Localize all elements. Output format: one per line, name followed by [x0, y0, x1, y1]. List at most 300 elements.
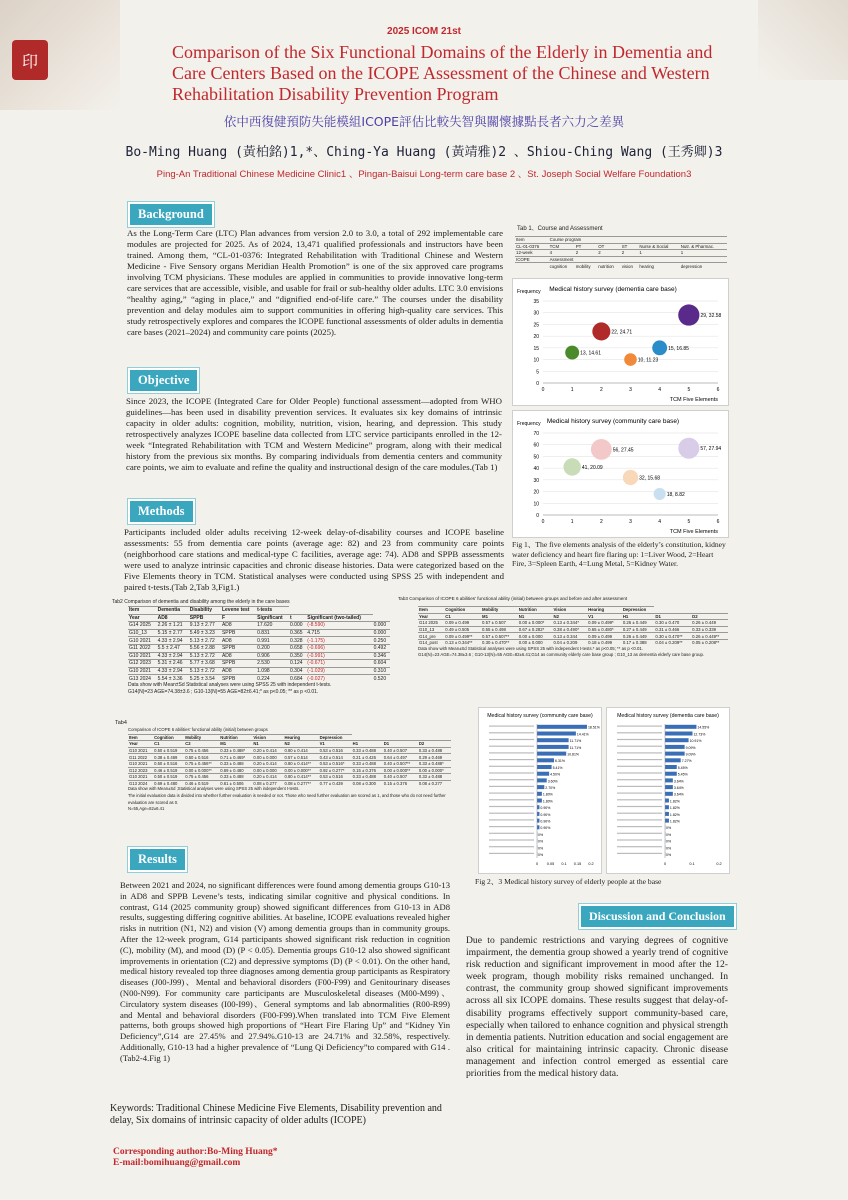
bar — [665, 725, 696, 729]
data-point — [678, 438, 699, 459]
tab1-cell: ICOPE — [515, 256, 549, 263]
scatter-chart-dementia — [512, 278, 729, 406]
tab2-cell: G11 2022 — [128, 644, 157, 652]
tab3-cell: 0.38 ± 0.490* — [552, 626, 587, 633]
x-tick-label: 1 — [570, 519, 574, 525]
tab2-cell: G10_13 — [128, 629, 157, 637]
tab4-cell: 0.50 ± 0.516 — [184, 754, 219, 761]
bar — [537, 785, 544, 789]
tab3-header-cell: Item — [418, 607, 444, 614]
tab3-header-cell: V1 — [587, 613, 622, 620]
table-row — [128, 660, 390, 668]
discussion-text: Due to pandemic restrictions and varying degrees of cognitive impairment, the dementia group showed a yearly trend of cognitive risk reduction and significant improvement in mood after the 12-week program, though mobility risks remained unchanged. In contrast, the community group showed significant improvements across all six ICOPE domains. These results suggest that delay-of-disability programs effectively support community-based care, especially when tailored to enhance cognition and physical strength in dementia patients. Nutrition education and social engagement are also critical for maintaining intrinsic capacity. Chronic disease management and infection control emerged as essential care priorities from the medical history data. — [466, 935, 728, 1080]
bar-value-label: 5.45% — [677, 772, 688, 777]
category-label-placeholder — [617, 772, 662, 773]
tab4-header-cell: Mobility — [184, 734, 219, 741]
tab2-cell: 17.620 — [256, 622, 289, 630]
tab3-cell: 0.05 ± 0.208** — [691, 639, 728, 645]
tab2-cell: 0.492 — [373, 644, 390, 652]
tab2-cell: AD8 — [221, 667, 256, 675]
bar — [537, 792, 542, 796]
tab2-cell: G12 2023 — [128, 660, 157, 668]
data-point — [652, 340, 667, 355]
x-tick-label: 0 — [663, 862, 667, 866]
data-label: 32, 15.68 — [639, 475, 661, 482]
results-text: Between 2021 and 2024, no significant differences were found among dementia groups G10-13 in AD8 and SPPB Levene’s tests, indicating similar cognitive and physical conditions. In contrast, G14 (2025 community group) showed significant differences from G10-13 in AD8 results, suggesting differing cognitive abilities. At baseline, ICOPE evaluations revealed higher risks in nutrition (N1, N2) and vision (V) among dementia groups than in community groups. After the 12-week program, G14 participants showed significant risk reduction in cognition (C), mobility (M), and mood (D) (P < 0.05). Dementia groups G10-12 also showed significant improvements in orientation (C2) and depressive symptoms (D) (P < 0.01). On the other hand, medical history revealed top three diagnoses among dementia group participants as Respiratory diseases (J00-J99)、Mental and behavioral disorders (F00-F99) and Genitourinary diseases (N00-N99). For community care participants are Musculoskeletal diseases (M00-M99)、Circulatory system diseases (I00-I99)、General symptoms and lab abnormalities (R00-R99) and Mental and behavioral disorders (F00-F99).When translated into TCM Five Element patterns, both groups showed high proportions of “Heart Fire Flaring Up” and “Kidney Yin Deficiency”,G14 are 27.45% and 27.94%.G10-13 are 24.71% and 32.58%, respectively. Additionally, G10-13 had a higher prevalence of “Lung Qi Deficiency”to compared with G14 . (Tab2-4.Fig 1) — [120, 880, 450, 1063]
corresponding-email[interactable]: E-mail:bomihuang@gmail.com — [113, 1158, 241, 1168]
tab4-cell: 0.57 ± 0.514 — [283, 754, 318, 761]
section-header-objective: Objective — [128, 368, 199, 393]
tab2-cell: 0.520 — [373, 675, 390, 682]
tab2-header-cell: Year — [128, 614, 157, 622]
y-tick-label: 10 — [533, 357, 539, 364]
tab2-cell: G10 2021 — [128, 637, 157, 645]
category-label-placeholder — [617, 732, 662, 733]
tab2-cell: 4.33 ± 2.94 — [157, 637, 189, 645]
category-label-placeholder — [489, 846, 534, 847]
data-label: 57, 27.94 — [700, 446, 722, 453]
section-header-discussion: Discussion and Conclusion — [579, 904, 736, 929]
category-label-placeholder — [617, 806, 662, 807]
tab1-cell: hearing — [638, 263, 679, 269]
tab4-header-cell: Cognition — [153, 734, 184, 741]
x-tick-label: 2 — [599, 519, 603, 525]
objective-text: Since 2023, the ICOPE (Integrated Care for Older People) functional assessment—adopted from WHO guidelines—has been used in disability prevention services. It evaluates six key domains of intrinsic capacity in older adults: cognition, mobility, nutrition, vision, hearing, and depression. This study retrospectively analyzes ICOPE baseline data collected from LTC service participants enrolled in the 12-week “Integrated Rehabilitation with TCM and Western Medicine” program, along with their medical history from the previous six months. By comparing individuals from dementia centers and community care points, we aim to evaluate and refine the quality and instructional design of the care modules.(Tab 1) — [126, 396, 502, 472]
category-label-placeholder — [489, 739, 534, 740]
bar-value-label: 5.45% — [677, 765, 688, 770]
tab4-cell: 0.33 ± 0.488 — [352, 760, 383, 767]
tab2-cell: (-0.696) — [306, 644, 372, 652]
data-point — [654, 488, 666, 500]
y-tick-label: 70 — [533, 431, 539, 437]
y-axis-label: Frequency — [517, 421, 541, 427]
tab4-header-cell: Depression — [319, 734, 352, 741]
tab4-title: Tab4 — [115, 720, 127, 726]
tab3-cell: G14 2025 — [418, 620, 444, 627]
tab2-cell: 5.5 ± 2.47 — [157, 644, 189, 652]
bar — [665, 819, 669, 823]
tab4-cell: 0.20 ± 0.414 — [252, 747, 283, 754]
tab1-cell: cognition — [549, 263, 575, 269]
category-label-placeholder — [489, 799, 534, 800]
category-label-placeholder — [617, 813, 662, 814]
x-tick-label: 0 — [541, 387, 545, 393]
tab2-cell: G10 2021 — [128, 667, 157, 675]
tab1-cell: 1 — [638, 250, 679, 257]
tab4-table — [128, 727, 451, 839]
scatter-chart-community — [512, 410, 729, 538]
bar — [537, 805, 539, 809]
y-tick-label: 60 — [533, 442, 539, 449]
tab4-header-cell: Item — [128, 734, 153, 741]
bar-value-label: 0% — [666, 832, 672, 837]
bar-value-label: 0.90% — [540, 819, 551, 824]
category-label-placeholder — [617, 759, 662, 760]
category-label-placeholder — [617, 819, 662, 820]
tab2-cell: 5.25 ± 3.54 — [189, 675, 221, 682]
tab4-cell: 0.15 ± 0.376 — [383, 780, 418, 786]
tab3-cell: 0.26 ± 0.449 — [622, 633, 655, 640]
tab4-cell: 0.33 ± 0.488* — [219, 747, 252, 754]
tab4-cell: 0.33 ± 0.488 — [219, 760, 252, 767]
tab4-cell: 0.08 ± 0.277** — [283, 780, 318, 786]
tab2-cell: 0.350 — [289, 652, 306, 660]
tab4-cell: 0.00 ± 0.000** — [383, 767, 418, 774]
tab2-header-cell: Disability — [189, 607, 221, 615]
table-row — [418, 620, 728, 627]
tab4-cell: 0.08 ± 0.300 — [352, 780, 383, 786]
tab3-cell: 0.13 ± 0.344 — [552, 633, 587, 640]
data-label: 29, 32.58 — [700, 313, 722, 320]
bar-value-label: 9.09% — [685, 752, 696, 757]
x-tick-label: 2 — [599, 387, 603, 393]
category-label-placeholder — [489, 752, 534, 753]
category-label-placeholder — [489, 766, 534, 767]
tab2-cell: 0.346 — [373, 652, 390, 660]
bar-value-label: 0% — [666, 852, 672, 857]
y-axis-label: Frequency — [517, 289, 541, 295]
bar — [665, 758, 681, 762]
data-label: 18, 8.82 — [666, 491, 685, 498]
category-label-placeholder — [489, 759, 534, 760]
tab1-cell: depression — [680, 263, 727, 269]
bar-value-label: 12.73% — [693, 732, 706, 737]
tab4-cell: 0.21 ± 0.426 — [352, 754, 383, 761]
tab4-cell: 0.08 ± 0.277 — [252, 780, 283, 786]
tab3-cell: 0.33 ± 0.339 — [691, 626, 728, 633]
tab3-cell: G14_pre — [418, 633, 444, 640]
tab2-note: Data show with Mean±Sd Statistical analyses were using SPSS 25 with independent t-tests. — [128, 681, 332, 688]
data-label: 13, 14.61 — [580, 350, 601, 357]
bar — [537, 825, 539, 829]
x-tick-label: 0.1 — [689, 862, 695, 866]
tab2-cell: AD8 — [221, 637, 256, 645]
tab1-cell: 1 — [680, 250, 727, 257]
category-label-placeholder — [617, 853, 662, 854]
tab4-cell: G10 2021 — [128, 760, 153, 767]
section-header-methods: Methods — [128, 499, 195, 524]
tab1-cell: PT — [575, 243, 598, 250]
x-axis-label: TCM Five Elements — [669, 529, 718, 535]
tab4-cell: 0.33 ± 0.488 — [418, 774, 451, 781]
table-row — [128, 652, 390, 660]
tab3-cell: 0.00 ± 0.000* — [518, 620, 553, 627]
tab1-cell: ST — [621, 243, 639, 250]
table-row — [128, 774, 451, 781]
tab2-header-cell: Significant (two-tailed) — [306, 614, 372, 622]
tab3-header-cell: Depression — [622, 607, 655, 614]
tab4-subtitle: Comparison of ICOPE 6 abilities' functional ability (initial) between groups — [128, 727, 268, 732]
seal-stamp-icon: 印 — [12, 40, 48, 80]
category-label-placeholder — [617, 779, 662, 780]
data-point — [563, 458, 580, 475]
bar — [537, 725, 587, 729]
bar-chart-community-svg — [479, 708, 601, 873]
tab3-header-cell: H1 — [622, 613, 655, 620]
tab2-cell: SPPB — [221, 629, 256, 637]
tab2-cell: 5.56 ± 2.88 — [189, 644, 221, 652]
tab4-cell: 0.40 ± 0.507 — [383, 774, 418, 781]
data-label: 15, 16.85 — [668, 345, 689, 352]
y-tick-label: 0 — [536, 513, 539, 519]
tab4-cell: 0.75 ± 0.456 — [184, 774, 219, 781]
tab3-cell: 0.31 ± 0.466 — [654, 626, 691, 633]
category-label-placeholder — [489, 806, 534, 807]
tab1-cell: CL-01-0376 — [515, 243, 549, 250]
tab4-header-cell: H1 — [352, 741, 383, 748]
tab2-cell: 0.000 — [373, 629, 390, 637]
tab4-cell: 0.40 ± 0.507** — [383, 760, 418, 767]
tab4-cell: 0.20 ± 0.414 — [252, 774, 283, 781]
tab2-cell: AD8 — [221, 652, 256, 660]
methods-text: Participants included older adults receiving 12-week delay-of-disability courses and ICOPE baseline assessments: 55 from dementia care points (average age: 82) and 23 from community care points (neighborhood care stations and medical-type C facilities, average age: 74). AD8 and SPPB assessments were used to analyze intrinsic capacities and chronic disease histories. Data were categorized based on the Five Elements theory in TCM. Statistical analyses were conducted using SPSS 25 with independent and paired t-tests.(Tab 2,Tab 3,Fig1.) — [124, 527, 504, 592]
chart-title: Medical history survey (dementia care base) — [549, 286, 677, 293]
background-text: As the Long-Term Care (LTC) Plan advances from version 2.0 to 3.0, a total of 292 implementable care modules are projected for 2025. As of 2024, 13,471 qualified professionals and instructors have been trained. Among them, “CL-01-0376: Integrated Rehabilitation with Traditional Chinese and Western Medicine - Five Sensory organs Meridian Health Promotion” is one of the six approved care programs involving TCM physicians. These modules are applied in communities to provide innovative long-term care services that are accessible, visible, and usable for frail or sub-healthy older adults. LTC 3.0 envisions “healthy aging,” “aging in place,” and “dignified end-of-life care.” The courses under the disability prevention and delay modules aim to support communities in offering high-quality care services. This study retrospectively explores and compares the ICOPE functional assessments of older adults in dementia care bases (2021–2024) and community care points (2025). — [127, 228, 503, 337]
tab4-cell: 0.00 ± 0.000** — [184, 767, 219, 774]
tab4-cell: G12 2023 — [128, 767, 153, 774]
y-tick-label: 30 — [533, 310, 539, 317]
bar-value-label: 11.71% — [569, 739, 582, 744]
x-tick-label: 6 — [716, 519, 720, 525]
tab4-cell: 0.15 ± 0.376 — [352, 767, 383, 774]
tab2-cell: 0.684 — [289, 675, 306, 682]
data-label: 56, 27.45 — [612, 447, 634, 454]
tab2-header-cell: F — [221, 614, 256, 622]
y-tick-label: 25 — [533, 322, 539, 329]
bar-value-label: 1.80% — [542, 792, 553, 797]
data-label: 22, 24.71 — [611, 329, 633, 336]
tab2-cell: 0.831 — [256, 629, 289, 637]
bar — [537, 758, 554, 762]
tab2-cell: 9.13 ± 2.77 — [189, 622, 221, 630]
bar — [665, 792, 673, 796]
tab1-cell: vision — [621, 263, 639, 269]
bar-value-label: 14.41% — [576, 732, 589, 737]
tab4-cell: G13 2024 — [128, 780, 153, 786]
tab3-cell: 0.09 ± 0.499 — [444, 620, 481, 627]
bar-value-label: 11.71% — [569, 745, 582, 750]
bar-value-label: 0% — [666, 839, 672, 844]
tab2-cell: 0.250 — [373, 637, 390, 645]
tab1-cell: mobility — [575, 263, 598, 269]
tab2-header-cell: t — [289, 614, 306, 622]
tab2-header-cell: Item — [128, 607, 157, 615]
tab3-table — [418, 606, 728, 696]
category-label-placeholder — [489, 819, 534, 820]
tab3-header-cell: M1 — [481, 613, 518, 620]
bar-value-label: 1.82% — [669, 812, 680, 817]
tab2-cell: 4.715 — [306, 629, 372, 637]
tab2-cell: 5.49 ± 3.23 — [189, 629, 221, 637]
table-row — [128, 622, 390, 630]
bar — [665, 799, 669, 803]
category-label-placeholder — [489, 853, 534, 854]
category-label-placeholder — [489, 839, 534, 840]
tab2-cell: (-1.175) — [306, 637, 372, 645]
tab3-header-cell: C1 — [444, 613, 481, 620]
tab3-cell: 0.13 ± 0.344** — [444, 639, 481, 645]
category-label-placeholder — [617, 752, 662, 753]
tab3-cell: 0.00 ± 0.000 — [518, 639, 553, 645]
tab4-cell: 0.61 ± 0.506 — [219, 780, 252, 786]
tab3-header-cell: Year — [418, 613, 444, 620]
bar — [665, 765, 677, 769]
tab3-header-cell: N1 — [518, 613, 553, 620]
bar-value-label: 0.90% — [540, 812, 551, 817]
bar-value-label: 0% — [666, 826, 672, 831]
bar — [537, 745, 569, 749]
tab2-cell: 5.31 ± 2.46 — [157, 660, 189, 668]
x-tick-label: 3 — [629, 519, 632, 525]
tab3-header-cell: D1 — [654, 613, 691, 620]
tab4-cell: 0.92 ± 0.277* — [319, 767, 352, 774]
tab1-title: Tab 1、Course and Assessment — [517, 226, 603, 232]
x-tick-label: 0.05 — [546, 862, 555, 866]
tab2-cell: 0.310 — [373, 667, 390, 675]
bar — [537, 732, 576, 736]
tab3-cell: 0.30 ± 0.470** — [654, 633, 691, 640]
category-label-placeholder — [617, 799, 662, 800]
tab3-cell: 0.30 ± 0.470 — [654, 620, 691, 627]
category-label-placeholder — [489, 833, 534, 834]
tab4-header-cell: C1 — [153, 741, 184, 748]
category-label-placeholder — [617, 846, 662, 847]
tab4-cell: 0.50 ± 0.519 — [153, 774, 184, 781]
bar — [665, 778, 673, 782]
bar-value-label: 0% — [538, 832, 544, 837]
tab3-header-cell: N2 — [552, 613, 587, 620]
tab4-header-cell: N1 — [252, 741, 283, 748]
tab2-cell: 0.328 — [289, 637, 306, 645]
tab2-title: Tab2 Comparison of dementia and disability among the elderly in the care bases — [112, 599, 290, 605]
tab4-cell: 0.08 ± 0.277 — [418, 780, 451, 786]
table-row — [418, 626, 728, 633]
tab4-cell: 0.00 ± 0.000 — [252, 754, 283, 761]
category-label-placeholder — [489, 732, 534, 733]
tab3-cell: 0.26 ± 0.449 — [622, 620, 655, 627]
tab2-cell: 4.33 ± 2.94 — [157, 652, 189, 660]
x-tick-label: 4 — [658, 387, 662, 393]
data-point — [623, 470, 638, 485]
tab2-cell: 0.200 — [256, 644, 289, 652]
category-label-placeholder — [489, 793, 534, 794]
tab4-cell: 0.33 ± 0.488* — [418, 760, 451, 767]
tab3-header-cell: Vision — [552, 607, 587, 614]
bar-value-label: 0% — [538, 852, 544, 857]
tab2-cell: 5.13 ± 2.72 — [189, 652, 221, 660]
bar-value-label: 3.64% — [673, 785, 684, 790]
tab2-cell: 0.000 — [289, 622, 306, 630]
category-label-placeholder — [617, 766, 662, 767]
bar — [537, 799, 542, 803]
bar-value-label: 0% — [538, 839, 544, 844]
tab4-cell: 0.69 ± 0.480 — [153, 780, 184, 786]
category-label-placeholder — [617, 739, 662, 740]
y-tick-label: 50 — [533, 454, 539, 461]
tab3-cell: 0.26 ± 0.449** — [691, 633, 728, 640]
tab3-cell: 0.57 ± 0.507** — [481, 633, 518, 640]
data-label: 41, 20.09 — [581, 464, 603, 471]
bar — [665, 738, 689, 742]
chart-title: Medical history survey (dementia care base) — [617, 713, 719, 719]
affiliations: Ping-An Traditional Chinese Medicine Clinic1 、Pingan-Baisui Long-term care base 2 、St. Joseph Social Welfare Foundation3 — [156, 169, 692, 180]
tab2-cell: 0.658 — [289, 644, 306, 652]
tab4-cell: 0.64 ± 0.497 — [383, 754, 418, 761]
section-header-background: Background — [128, 202, 214, 227]
category-label-placeholder — [489, 826, 534, 827]
tab2-cell: 5.13 ± 2.72 — [189, 667, 221, 675]
bar-value-label: 1.82% — [669, 806, 680, 811]
bar — [665, 772, 677, 776]
tab1-cell: Course program — [549, 237, 727, 244]
category-label-placeholder — [617, 793, 662, 794]
x-tick-label: 5 — [687, 387, 691, 393]
tab3-cell: 0.00 ± 0.000 — [518, 633, 553, 640]
tab3-header-cell: Cognition — [444, 607, 481, 614]
tab4-cell: 0.69 ± 0.480 — [219, 767, 252, 774]
tab2-cell: 1.098 — [256, 667, 289, 675]
bar — [537, 778, 547, 782]
tab2-cell: SPPB — [221, 675, 256, 682]
table-row — [128, 629, 390, 637]
tab4-header-cell: M1 — [219, 741, 252, 748]
fig2-caption: Fig 2、3 Medical history survey of elderly people at the base — [475, 877, 662, 886]
category-label-placeholder — [617, 833, 662, 834]
tab2-cell: SPPB — [221, 660, 256, 668]
bar-chart-dementia — [606, 707, 730, 874]
tab1-cell: Item — [515, 237, 549, 244]
y-tick-label: 15 — [533, 345, 539, 352]
chart-title: Medical history survey (community care base) — [487, 713, 593, 719]
tab3-cell: 0.04 ± 0.209 — [552, 639, 587, 645]
y-tick-label: 20 — [533, 489, 539, 496]
x-tick-label: 6 — [716, 387, 720, 393]
tab4-cell: G10 2021 — [128, 774, 153, 781]
x-tick-label: 0.1 — [561, 862, 567, 866]
tab4-cell: 0.00 ± 0.000 — [252, 767, 283, 774]
y-tick-label: 0 — [536, 381, 539, 387]
tab4-cell: 0.50 ± 0.516 — [153, 760, 184, 767]
tab2-cell: 0.000 — [373, 622, 390, 630]
bar — [537, 765, 552, 769]
poster-title-chinese: 依中西復健預防失能模組ICOPE評估比較失智與關懷據點長者六力之差異 — [223, 114, 625, 129]
x-tick-label: 5 — [687, 519, 691, 525]
tab2-cell: 5.77 ± 3.68 — [189, 660, 221, 668]
bar-value-label: 1.82% — [669, 819, 680, 824]
bar — [537, 812, 539, 816]
tab2-cell: 2.530 — [256, 660, 289, 668]
tab3-cell: 0.09 ± 0.499* — [587, 620, 622, 627]
tab1-cell: 2 — [621, 250, 639, 257]
x-tick-label: 0.2 — [588, 862, 594, 866]
table-row — [128, 760, 451, 767]
table-row — [128, 675, 390, 682]
tab3-cell: 0.18 ± 0.499 — [587, 639, 622, 645]
bar-value-label: 7.27% — [681, 759, 692, 764]
bar — [537, 772, 549, 776]
corresponding-author-name: Corresponding author:Bo-Ming Huang* — [113, 1147, 278, 1157]
bar — [665, 805, 669, 809]
bar — [665, 812, 669, 816]
tab3-cell: G10_13 — [418, 626, 444, 633]
tab3-cell: 0.49 ± 0.505 — [444, 626, 481, 633]
tab2-header-cell: SPPB — [189, 614, 221, 622]
tab2-header-cell: Levene test — [221, 607, 256, 615]
bar-value-label: 3.60% — [547, 779, 558, 784]
tab4-header-cell: Hearing — [283, 734, 318, 741]
tab2-cell: 0.906 — [256, 652, 289, 660]
table-row — [128, 644, 390, 652]
